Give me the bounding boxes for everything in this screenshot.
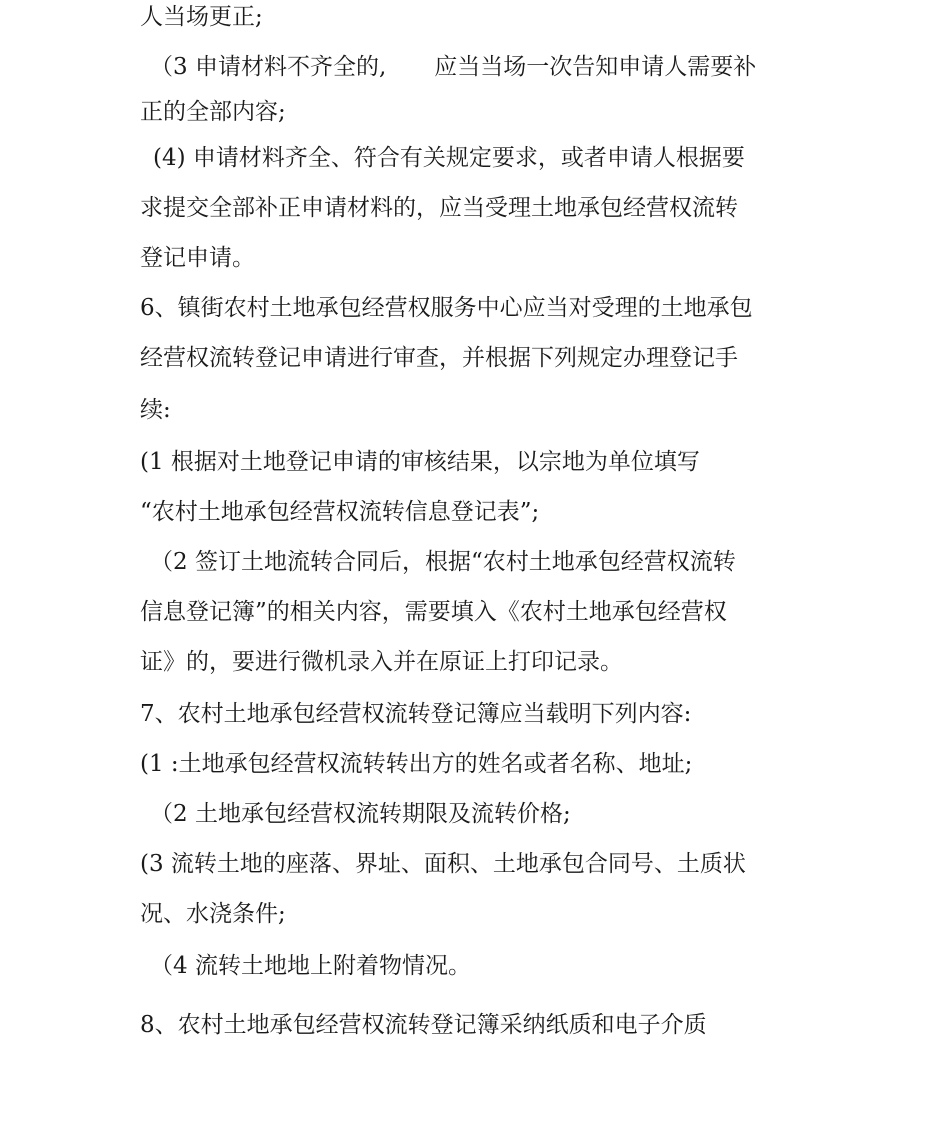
text-segment: （3 申请材料不齐全的, [150, 54, 387, 80]
text-line: 证》的，要进行微机录入并在原证上打印记录。 [140, 649, 623, 675]
text-line: （4 流转土地地上附着物情况。 [150, 953, 471, 979]
text-line: 8、农村土地承包经营权流转登记簿采纳纸质和电子介质 [140, 1012, 707, 1038]
text-line: 人当场更正; [140, 4, 263, 30]
text-line: 7、农村土地承包经营权流转登记簿应当载明下列内容: [140, 701, 692, 727]
text-segment: 应当当场一次告知申请人需要补 [434, 54, 757, 80]
text-line: (1 :土地承包经营权流转转出方的姓名或者名称、地址; [140, 751, 693, 777]
text-line: (4) 申请材料齐全、符合有关规定要求，或者申请人根据要 [153, 145, 745, 171]
text-line: 正的全部内容; [140, 99, 286, 125]
text-line: (3 流转土地的座落、界址、面积、土地承包合同号、土质状 [140, 851, 746, 877]
text-line: 6、镇街农村土地承包经营权服务中心应当对受理的土地承包 [140, 295, 753, 321]
text-line: （2 签订土地流转合同后，根据“农村土地承包经营权流转 [150, 549, 736, 575]
text-line: （2 土地承包经营权流转期限及流转价格; [150, 801, 571, 827]
text-line: 续: [140, 397, 171, 423]
text-line: 登记申请。 [140, 245, 255, 271]
text-line [150, 52, 756, 82]
text-line: (1 根据对土地登记申请的审核结果，以宗地为单位填写 [140, 449, 700, 475]
text-line: 况、水浇条件; [140, 901, 286, 927]
text-line: 信息登记簿”的相关内容，需要填入《农村土地承包经营权 [140, 599, 727, 625]
text-line: “农村土地承包经营权流转信息登记表”; [140, 499, 540, 525]
text-line: 求提交全部补正申请材料的，应当受理土地承包经营权流转 [140, 195, 738, 221]
text-line: 经营权流转登记申请进行审查，并根据下列规定办理登记手 [140, 345, 738, 371]
